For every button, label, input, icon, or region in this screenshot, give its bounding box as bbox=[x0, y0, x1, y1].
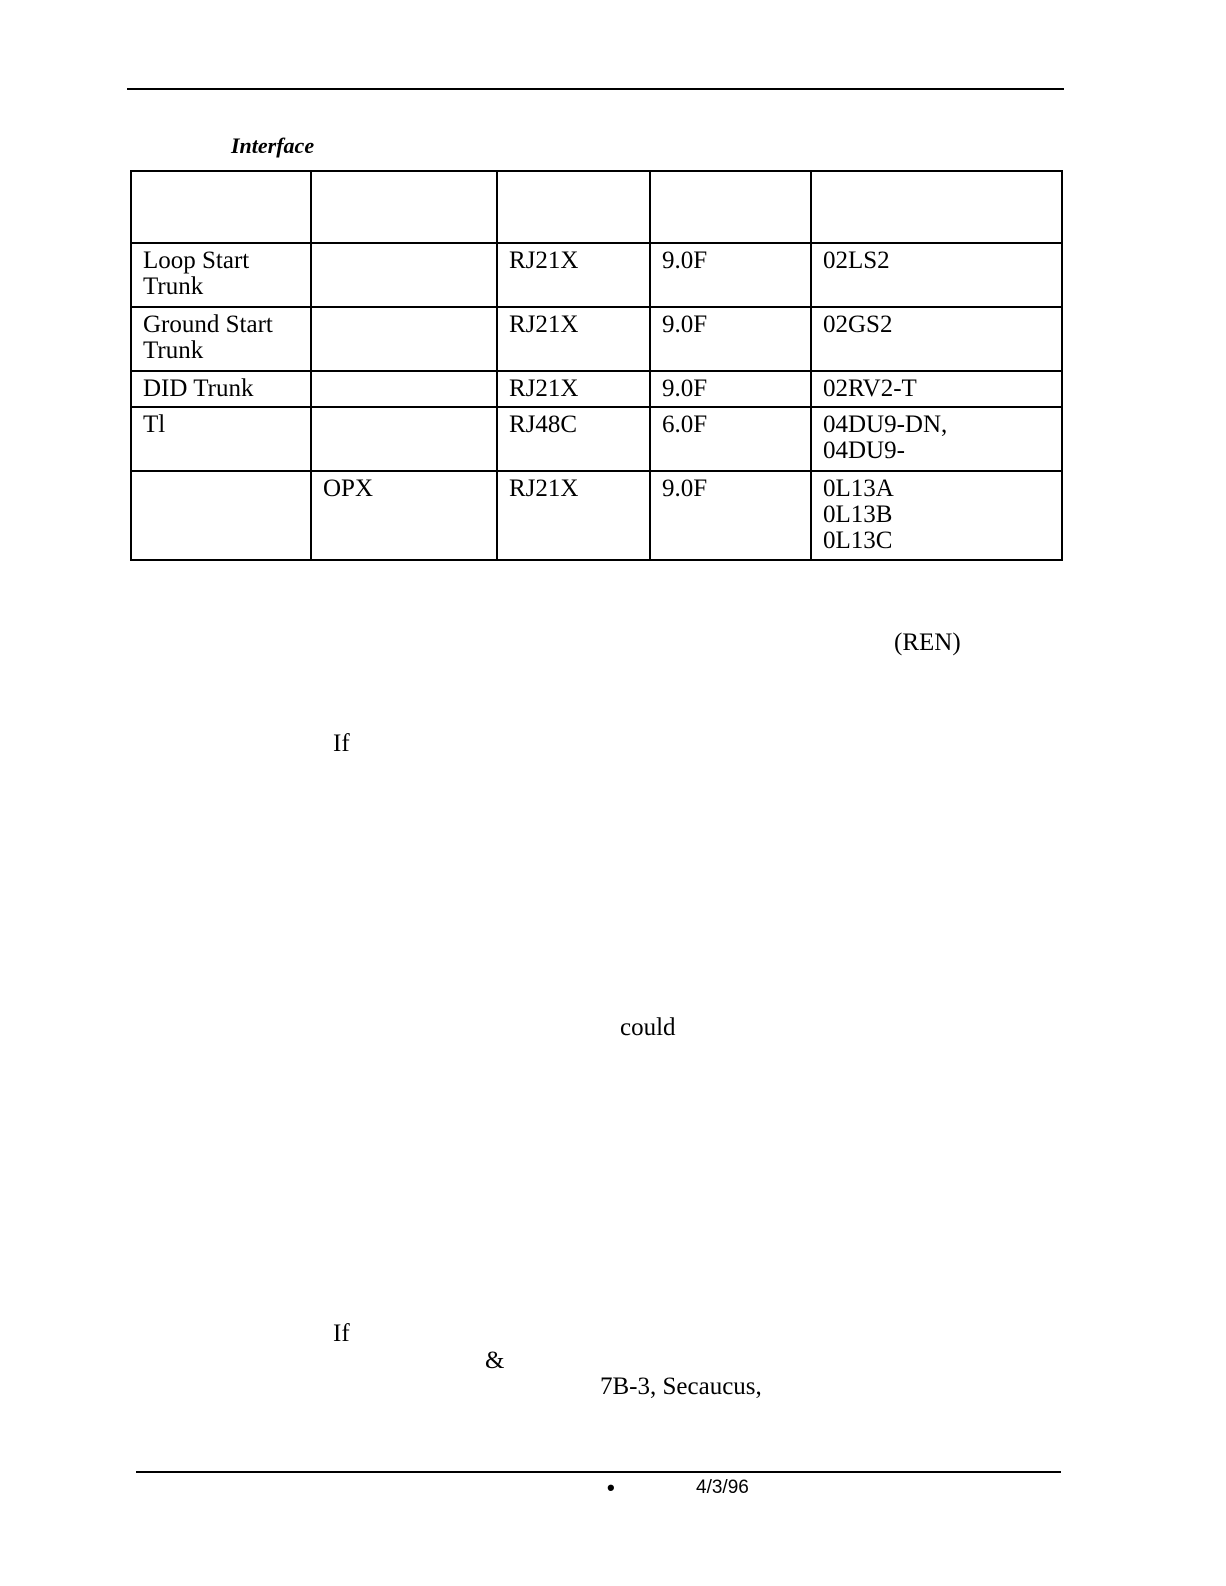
table-cell bbox=[131, 371, 311, 407]
cell-text: DID Trunk bbox=[143, 375, 254, 402]
table-cell bbox=[311, 407, 497, 471]
cell-text: Trunk bbox=[143, 337, 204, 364]
table-cell bbox=[497, 307, 650, 371]
table-row bbox=[131, 243, 1062, 307]
cell-text: RJ48C bbox=[509, 411, 578, 438]
cell-text: 9.0F bbox=[662, 247, 708, 274]
footer-bullet: • bbox=[607, 1475, 615, 1500]
table-cell bbox=[311, 307, 497, 371]
text-fragment-if: If bbox=[333, 1320, 350, 1347]
text-fragment-ampersand: & bbox=[485, 1347, 505, 1374]
cell-text: 02RV2-T bbox=[823, 375, 917, 402]
table-cell bbox=[811, 371, 1062, 407]
table-cell bbox=[811, 243, 1062, 307]
cell-text: 9.0F bbox=[662, 475, 708, 502]
footer-rule bbox=[136, 1471, 1061, 1473]
table-cell bbox=[131, 407, 311, 471]
table-cell bbox=[650, 243, 811, 307]
table-cell bbox=[650, 307, 811, 371]
text-fragment-ren: (REN) bbox=[894, 629, 961, 656]
table-header-row bbox=[131, 171, 1062, 243]
text-fragment-location: 7B-3, Secaucus, bbox=[600, 1373, 762, 1400]
interface-table bbox=[130, 170, 1063, 561]
header-rule bbox=[127, 88, 1064, 90]
table-cell bbox=[131, 243, 311, 307]
cell-text: 02GS2 bbox=[823, 311, 893, 338]
cell-text: Ground Start bbox=[143, 311, 273, 338]
table-cell bbox=[650, 407, 811, 471]
table-cell bbox=[131, 471, 311, 560]
table-row bbox=[131, 371, 1062, 407]
cell-text: 0L13A bbox=[823, 475, 894, 502]
table-cell bbox=[311, 471, 497, 560]
cell-text: OPX bbox=[323, 475, 374, 502]
cell-text: Tl bbox=[143, 411, 166, 438]
footer-date: 4/3/96 bbox=[696, 1477, 749, 1498]
cell-text: 9.0F bbox=[662, 375, 708, 402]
table-cell bbox=[811, 471, 1062, 560]
table-cell bbox=[497, 243, 650, 307]
cell-text: 0L13C bbox=[823, 527, 893, 554]
table-header-cell bbox=[811, 171, 1062, 243]
table-header-cell bbox=[650, 171, 811, 243]
table-cell bbox=[497, 407, 650, 471]
table-header-cell bbox=[311, 171, 497, 243]
cell-text: RJ21X bbox=[509, 375, 579, 402]
cell-text: 6.0F bbox=[662, 411, 708, 438]
cell-text: RJ21X bbox=[509, 475, 579, 502]
table-header-cell bbox=[131, 171, 311, 243]
cell-text: RJ21X bbox=[509, 311, 579, 338]
table-row bbox=[131, 407, 1062, 471]
table-cell bbox=[311, 243, 497, 307]
table-caption: Interface bbox=[231, 133, 315, 158]
table-cell bbox=[131, 307, 311, 371]
table-cell bbox=[650, 471, 811, 560]
cell-text: 04DU9-DN, bbox=[823, 411, 948, 438]
table-cell bbox=[650, 371, 811, 407]
table-cell bbox=[497, 371, 650, 407]
cell-text: Trunk bbox=[143, 273, 204, 300]
cell-text: 9.0F bbox=[662, 311, 708, 338]
cell-text: RJ21X bbox=[509, 247, 579, 274]
cell-text: 0L13B bbox=[823, 501, 893, 528]
table-cell bbox=[497, 471, 650, 560]
table-cell bbox=[311, 371, 497, 407]
table-row bbox=[131, 471, 1062, 560]
cell-text: 02LS2 bbox=[823, 247, 890, 274]
table-cell bbox=[811, 307, 1062, 371]
text-fragment-could: could bbox=[620, 1014, 676, 1041]
cell-text: Loop Start bbox=[143, 247, 250, 274]
table-header-cell bbox=[497, 171, 650, 243]
text-fragment-if: If bbox=[333, 730, 350, 757]
table-row bbox=[131, 307, 1062, 371]
cell-text: 04DU9- bbox=[823, 437, 905, 464]
table-cell bbox=[811, 407, 1062, 471]
